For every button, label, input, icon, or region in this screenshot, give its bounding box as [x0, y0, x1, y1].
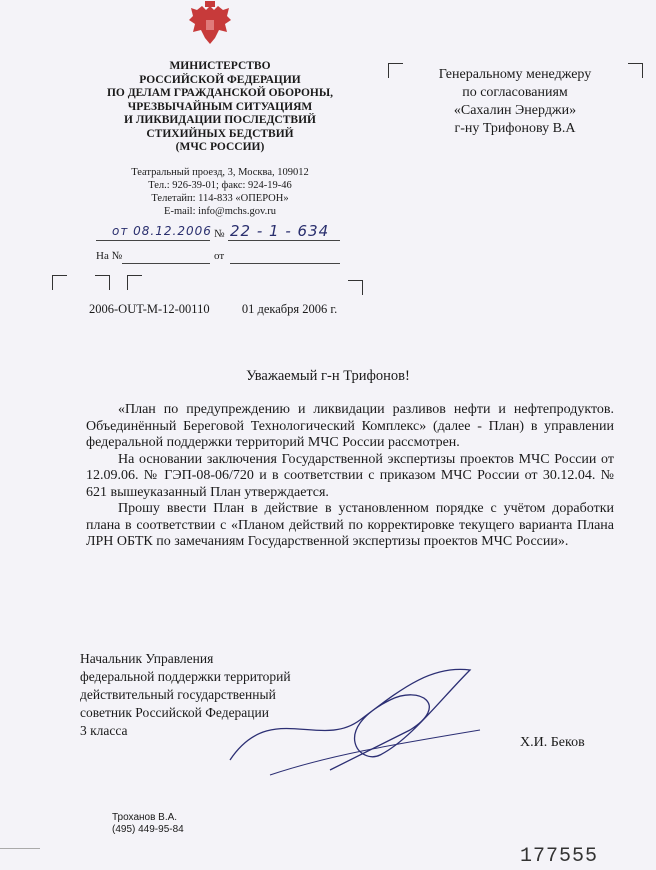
registration-number-label: № — [214, 228, 225, 240]
signatory-title-line: 3 класса — [80, 723, 128, 738]
contact-line: Театральный проезд, 3, Москва, 109012 — [131, 167, 309, 178]
registration-date: от 08.12.2006 — [112, 224, 212, 238]
addressee-line: по согласованиям — [462, 85, 568, 100]
body-paragraph: Прошу ввести План в действие в установленном порядке с учётом доработки плана в соответствии с «Планом действий по корректировке текущего варианта Плана ЛРН ОБТК по замечаниям Государственной экспертизы проектов МЧС России». — [86, 501, 614, 549]
ministry-contacts — [60, 166, 380, 218]
coat-of-arms-icon — [185, 0, 235, 50]
contact-line: Телетайп: 114-833 «ОПЕРОН» — [151, 193, 289, 204]
registration-line — [82, 224, 382, 246]
signatory-title-line: советник Российской Федерации — [80, 705, 269, 720]
executor-phone: (495) 449-95-84 — [112, 824, 184, 835]
corner-bracket — [348, 280, 363, 295]
corner-bracket — [52, 275, 67, 290]
signatory-title-line: Начальник Управления — [80, 651, 214, 666]
reply-date-label: от — [214, 250, 225, 262]
body-paragraph: «План по предупреждению и ликвидации разливов нефти и нефтепродуктов. Объединённый Береговой Технологический Комплекс» (далее - План) в управлении федеральной поддержки территорий МЧС России рассмотрен. — [86, 402, 614, 450]
reply-line — [82, 246, 382, 268]
signatory-title-line: федеральной поддержки территорий — [80, 669, 291, 684]
corner-bracket — [628, 63, 643, 78]
registration-block — [82, 224, 382, 268]
executor-block — [112, 812, 184, 836]
greeting: Уважаемый г-н Трифонов! — [246, 368, 410, 384]
reference-line — [89, 302, 337, 317]
registration-number: 22 - 1 - 634 — [230, 222, 330, 240]
ministry-line: И ЛИКВИДАЦИИ ПОСЛЕДСТВИЙ — [124, 114, 316, 126]
reference-date: 01 декабря 2006 г. — [241, 302, 338, 316]
corner-bracket — [127, 275, 142, 290]
stamp-number: 177555 — [520, 845, 599, 868]
letter-body — [86, 402, 614, 551]
corner-bracket — [388, 63, 403, 78]
executor-name: Троханов В.А. — [112, 812, 178, 823]
ministry-line: МИНИСТЕРСТВО — [169, 60, 271, 72]
contact-line: Тел.: 926-39-01; факс: 924-19-46 — [148, 180, 292, 191]
ministry-line: (МЧС РОССИИ) — [175, 141, 265, 153]
addressee-line: «Сахалин Энерджи» — [453, 103, 577, 118]
signatory-title-line: действительный государственный — [80, 687, 276, 702]
ministry-line: ПО ДЕЛАМ ГРАЖДАНСКОЙ ОБОРОНЫ, — [106, 87, 334, 99]
contact-line: E-mail: info@mchs.gov.ru — [164, 206, 276, 217]
ministry-line: РОССИЙСКОЙ ФЕДЕРАЦИИ — [139, 73, 301, 86]
ministry-line: ЧРЕЗВЫЧАЙНЫМ СИТУАЦИЯМ — [127, 100, 313, 113]
body-paragraph: На основании заключения Государственной экспертизы проектов МЧС России от 12.09.06. № ГЭП-08-06/720 и в соответствии с приказом МЧС России от 30.12.04. № 621 вышеуказанный План утверждается. — [86, 451, 614, 500]
reference-number: 2006-OUT-M-12-00110 — [89, 302, 210, 316]
ministry-line: СТИХИЙНЫХ БЕДСТВИЙ — [146, 127, 294, 140]
addressee-line: г-ну Трифонову В.А — [454, 121, 576, 136]
reply-number-label: На № — [96, 250, 123, 262]
addressee-line: Генеральному менеджеру — [438, 67, 592, 82]
corner-bracket — [95, 275, 110, 290]
footer-rule — [0, 848, 40, 849]
signatory-title — [80, 650, 291, 740]
signatory-name: Х.И. Беков — [520, 735, 585, 750]
addressee-block — [405, 66, 625, 138]
ministry-name — [60, 60, 380, 155]
